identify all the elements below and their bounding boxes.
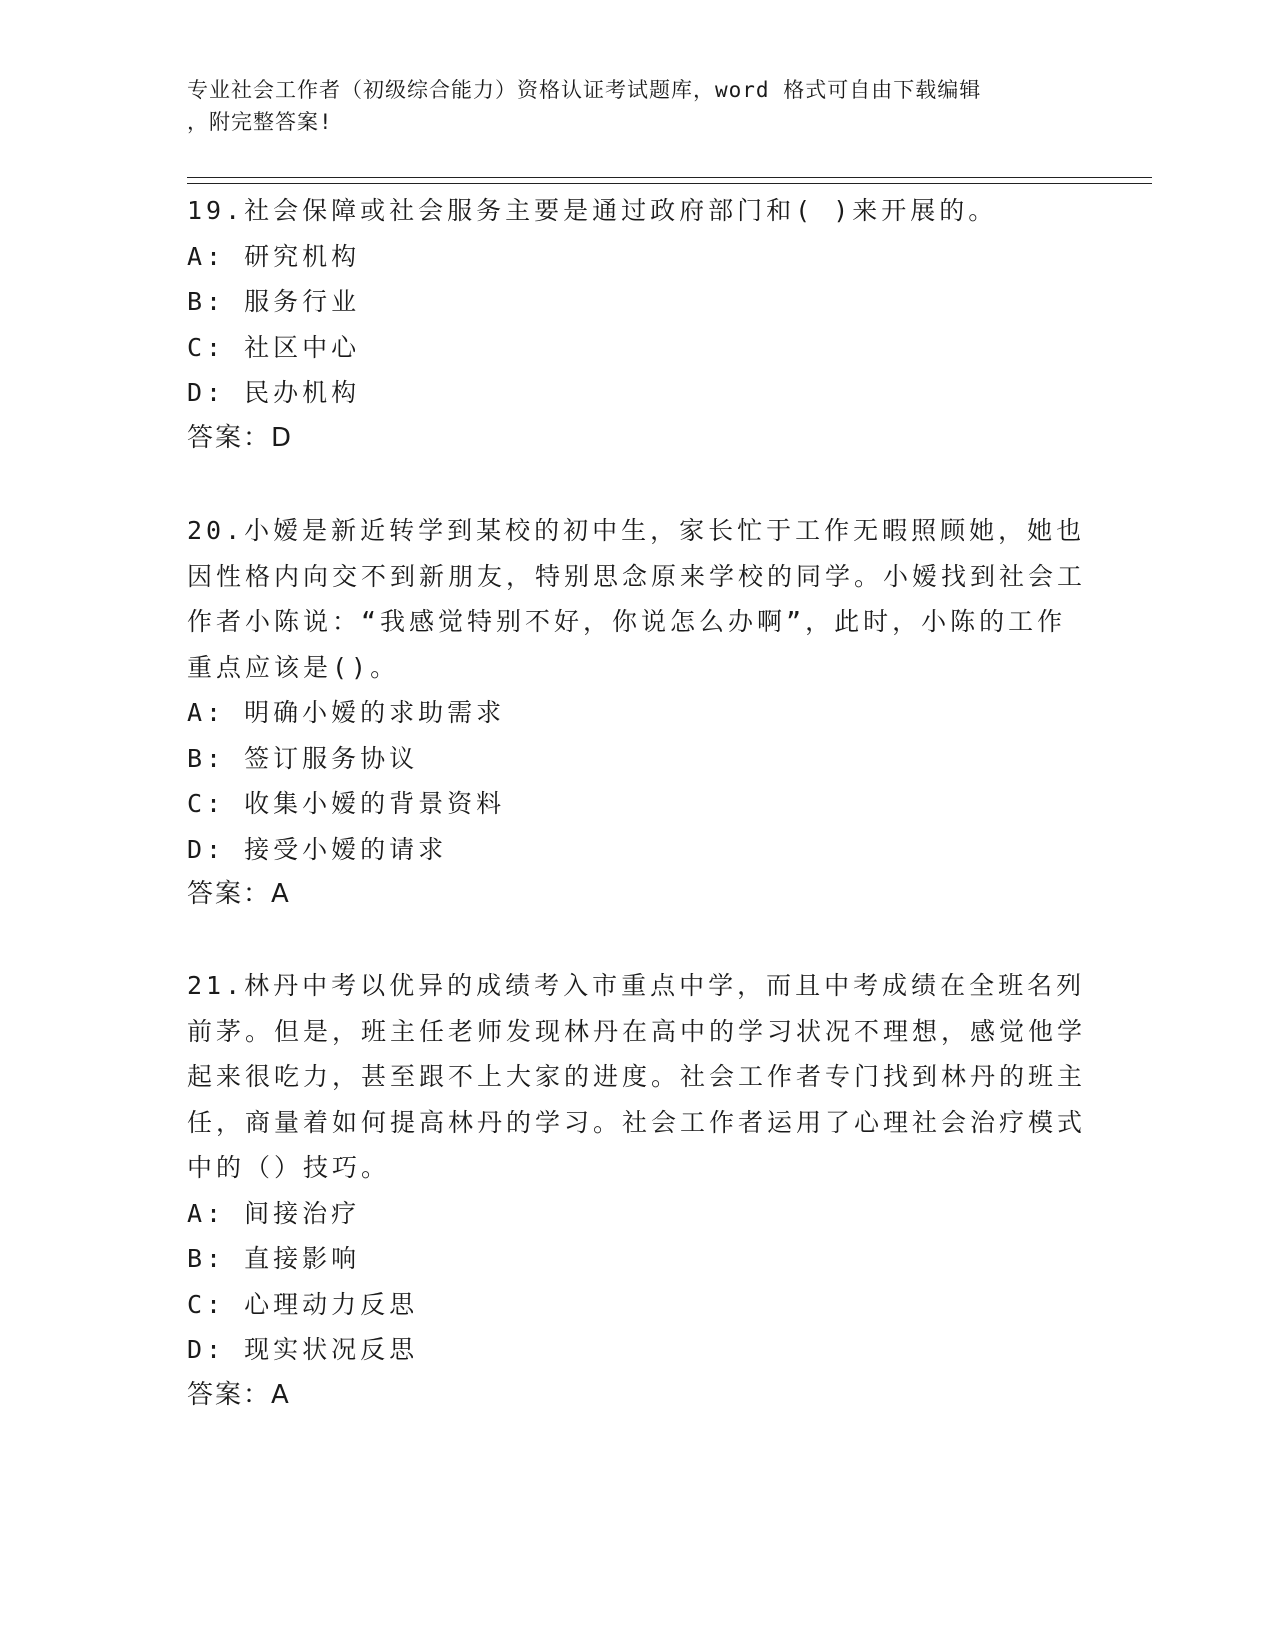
option-c: C: 社区中心	[187, 332, 361, 362]
header-line-2: ，附完整答案!	[187, 110, 333, 134]
document-header	[187, 74, 1067, 138]
option-b: B: 签订服务协议	[187, 743, 419, 773]
option-a: A: 研究机构	[187, 241, 361, 271]
option-b: B: 直接影响	[187, 1244, 361, 1273]
option-d: D: 民办机构	[187, 378, 361, 407]
header-divider-top	[187, 177, 1152, 178]
option-a: A: 间接治疗	[187, 1198, 361, 1228]
answer-label: 答案：D	[187, 422, 294, 453]
option-d: D: 现实状况反思	[187, 1335, 419, 1364]
header-line-1: 专业社会工作者（初级综合能力）资格认证考试题库，word 格式可自由下载编辑	[187, 78, 982, 102]
answer-label: 答案：A	[187, 1379, 291, 1410]
question-19	[187, 188, 1087, 461]
option-a: A: 明确小嫒的求助需求	[187, 698, 506, 727]
question-stem: 20.小嫒是新近转学到某校的初中生，家长忙于工作无暇照顾她，她也因性格内向交不到新朋友，特别思念原来学校的同学。小嫒找到社会工作者小陈说：“我感觉特别不好，你说怎么办啊”，此时，小陈的工作重点应该是()。	[187, 516, 1087, 682]
option-c: C: 心理动力反思	[187, 1289, 419, 1319]
question-20	[187, 508, 1087, 918]
option-b: B: 服务行业	[187, 287, 361, 316]
header-divider-bottom	[187, 183, 1152, 184]
question-21	[187, 963, 1087, 1418]
question-stem: 21.林丹中考以优异的成绩考入市重点中学，而且中考成绩在全班名列前茅。但是，班主任老师发现林丹在高中的学习状况不理想，感觉他学起来很吃力，甚至跟不上大家的进度。社会工作者专门找到林丹的班主任，商量着如何提高林丹的学习。社会工作者运用了心理社会治疗模式中的（）技巧。	[187, 971, 1087, 1182]
option-c: C: 收集小嫒的背景资料	[187, 789, 506, 818]
option-d: D: 接受小嫒的请求	[187, 834, 448, 864]
answer-label: 答案：A	[187, 879, 291, 909]
question-stem: 19.社会保障或社会服务主要是通过政府部门和( )来开展的。	[187, 196, 998, 225]
